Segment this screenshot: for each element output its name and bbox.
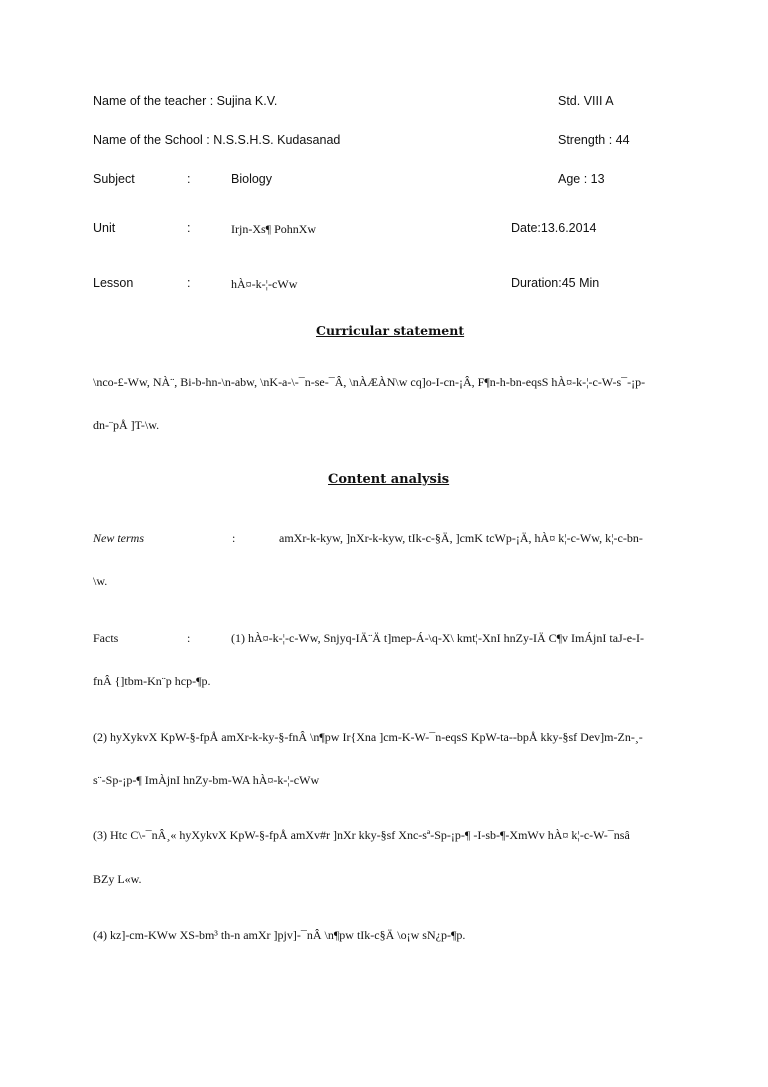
curricular-statement-line: dn-¨pÅ ]T-\w.: [93, 418, 160, 432]
lesson-value: hÀ¤-k-¦-cWw: [231, 277, 298, 291]
fact-2-line: s¨-Sp-¡p-¶ ImÀjnI hnZy-bm-WA hÀ¤-k-¦-cWw: [93, 773, 320, 787]
lesson-duration: Duration:45 Min: [511, 276, 600, 290]
content-analysis-heading: Content analysis: [328, 472, 450, 487]
lesson-date: Date:13.6.2014: [511, 221, 597, 235]
lesson-colon: :: [187, 276, 191, 290]
new-terms-colon: :: [232, 531, 236, 545]
new-terms-value: \w.: [93, 574, 108, 588]
class-strength: Strength : 44: [558, 133, 630, 147]
class-std: Std. VIII A: [558, 94, 614, 108]
unit-label: Unit: [93, 221, 116, 235]
school-name: Name of the School : N.S.S.H.S. Kudasanad: [93, 133, 341, 147]
unit-colon: :: [187, 221, 191, 235]
fact-2-line: (2) hyXykvX KpW-§-fpÅ amXr-k-ky-§-fnÂ \n¶pw Ir{Xna ]cm-K-W-¯n-eqsS KpW-ta--bpÅ kky-§sf Dev]m-Zn-¸-: [93, 730, 643, 744]
fact-4-line: (4) kz]-cm-KWw XS-bm³ th-n amXr ]pjv]-¯nÂ \n¶pw tIk-c§Ä \o¡w sN¿p-¶p.: [93, 928, 466, 942]
facts-colon: :: [187, 631, 191, 645]
subject-colon: :: [187, 172, 191, 186]
fact-3-line: BZy L«w.: [93, 872, 142, 886]
new-terms-value: amXr-k-kyw, ]nXr-k-kyw, tIk-c-§Ä, ]cmK tcWp-¡Ä, hÀ¤ k¦-c-Ww, k¦-c-bn-: [279, 531, 643, 545]
lesson-label: Lesson: [93, 276, 134, 290]
fact-3-line: (3) Htc C\-¯nÂ¸« hyXykvX KpW-§-fpÅ amXv#r ]nXr kky-§sf Xnc-sª-Sp-¡p-¶ -I-sb-¶-XmWv hÀ¤ k¦-c-W-¯nsâ: [93, 828, 630, 842]
facts-label: Facts: [93, 631, 119, 645]
teacher-name: Name of the teacher : Sujina K.V.: [93, 94, 278, 108]
student-age: Age : 13: [558, 172, 605, 186]
curricular-statement-heading: Curricular statement: [316, 323, 465, 338]
subject-label: Subject: [93, 172, 135, 186]
fact-1-line: fnÂ {]tbm-Kn¨p hcp-¶p.: [93, 674, 211, 688]
subject-value: Biology: [231, 172, 272, 186]
unit-value: Irjn-Xs¶ PohnXw: [231, 222, 317, 236]
new-terms-label: New terms: [93, 531, 144, 545]
fact-1-line: (1) hÀ¤-k-¦-c-Ww, Snjyq-IÄ¨Ä t]mep-Á-\q-X\ kmt¦-XnI hnZy-IÄ C¶v ImÁjnI taJ-e-I-: [231, 631, 645, 645]
curricular-statement-line: \nco-£-Ww, NÀ¨, Bi-b-hn-\n-abw, \nK-a-\-¯n-se-¯Â, \nÀÆÀN\w cq]o-I-cn-¡Â, F¶n-h-bn-eqsS hÀ¤-k-¦-c-W-s¯-¡p-: [93, 375, 646, 389]
